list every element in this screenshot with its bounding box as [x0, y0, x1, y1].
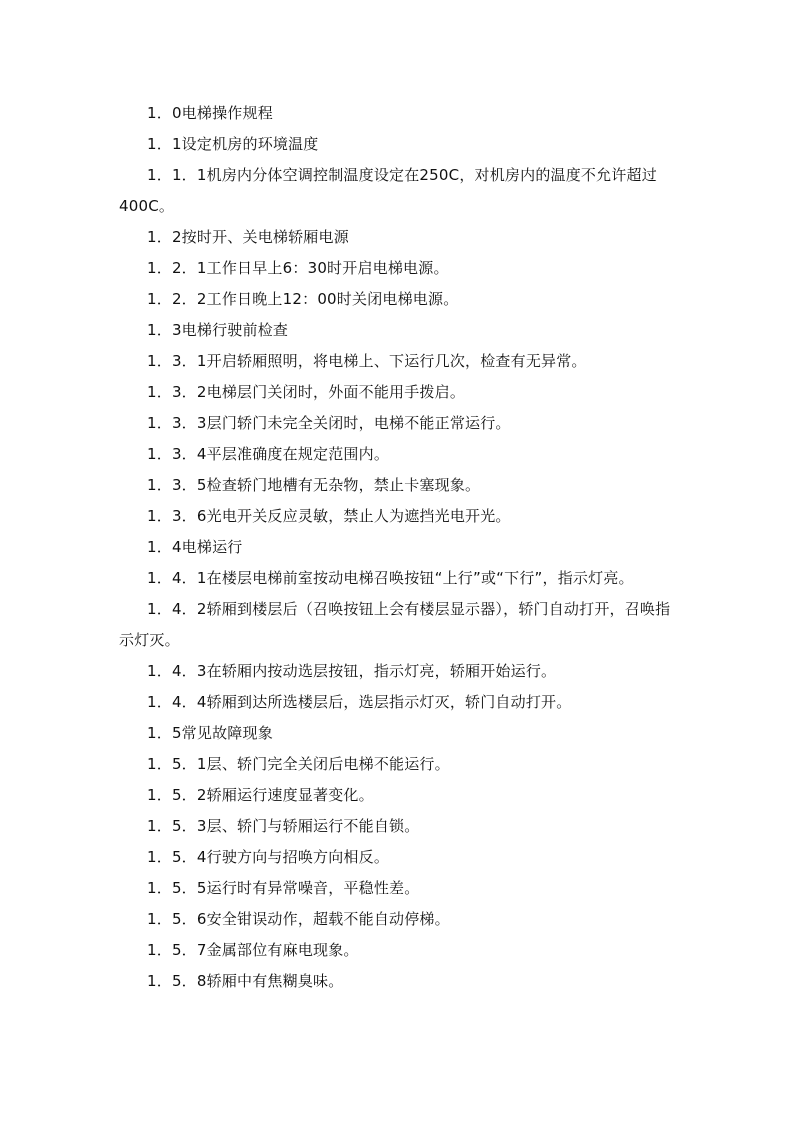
subsection-heading: 1．5常见故障现象: [147, 724, 273, 742]
list-item: 1．3．6光电开关反应灵敏，禁止人为遮挡光电开光。: [147, 507, 511, 525]
list-item: 1．4．1在楼层电梯前室按动电梯召唤按钮“上行”或“下行”，指示灯亮。: [147, 569, 634, 587]
list-item: 1．5．6安全钳误动作，超载不能自动停梯。: [147, 910, 450, 928]
list-item: 1．4．3在轿厢内按动选层按钮，指示灯亮，轿厢开始运行。: [147, 662, 557, 680]
subsection-heading: 1．2按时开、关电梯轿厢电源: [147, 228, 349, 246]
subsection-heading: 1．3电梯行驶前检查: [147, 321, 289, 339]
list-item: 1．5．4行驶方向与招唤方向相反。: [147, 848, 390, 866]
list-item: 1．5．7金属部位有麻电现象。: [147, 941, 359, 959]
list-item: 1．5．1层、轿门完全关闭后电梯不能运行。: [147, 755, 450, 773]
subsection-heading: 1．1设定机房的环境温度: [147, 135, 319, 153]
list-item: 1．3．2电梯层门关闭时，外面不能用手拨启。: [147, 383, 466, 401]
list-item: 1．5．2轿厢运行速度显著变化。: [147, 786, 374, 804]
list-item: 1．3．4平层准确度在规定范围内。: [147, 445, 390, 463]
section-heading: 1．0电梯操作规程: [147, 104, 273, 122]
list-item: 1．4．4轿厢到达所选楼层后，选层指示灯灭，轿门自动打开。: [147, 693, 572, 711]
list-item: 1．5．8轿厢中有焦糊臭味。: [147, 972, 344, 990]
list-item: 1．5．3层、轿门与轿厢运行不能自锁。: [147, 817, 420, 835]
list-item: 1．4．2轿厢到楼层后（召唤按钮上会有楼层显示器），轿门自动打开，召唤指示灯灭。: [119, 600, 671, 649]
subsection-heading: 1．4电梯运行: [147, 538, 243, 556]
list-item: 1．3．3层门轿门未完全关闭时，电梯不能正常运行。: [147, 414, 511, 432]
document-body: [119, 98, 679, 997]
list-item: 1．5．5运行时有异常噪音，平稳性差。: [147, 879, 420, 897]
list-item: 1．1．1机房内分体空调控制温度设定在250C，对机房内的温度不允许超过400C。: [119, 166, 657, 215]
list-item: 1．3．5检查轿门地槽有无杂物，禁止卡塞现象。: [147, 476, 481, 494]
list-item: 1．3．1开启轿厢照明，将电梯上、下运行几次，检查有无异常。: [147, 352, 587, 370]
list-item: 1．2．1工作日早上6：30时开启电梯电源。: [147, 259, 449, 277]
list-item: 1．2．2工作日晚上12：00时关闭电梯电源。: [147, 290, 459, 308]
